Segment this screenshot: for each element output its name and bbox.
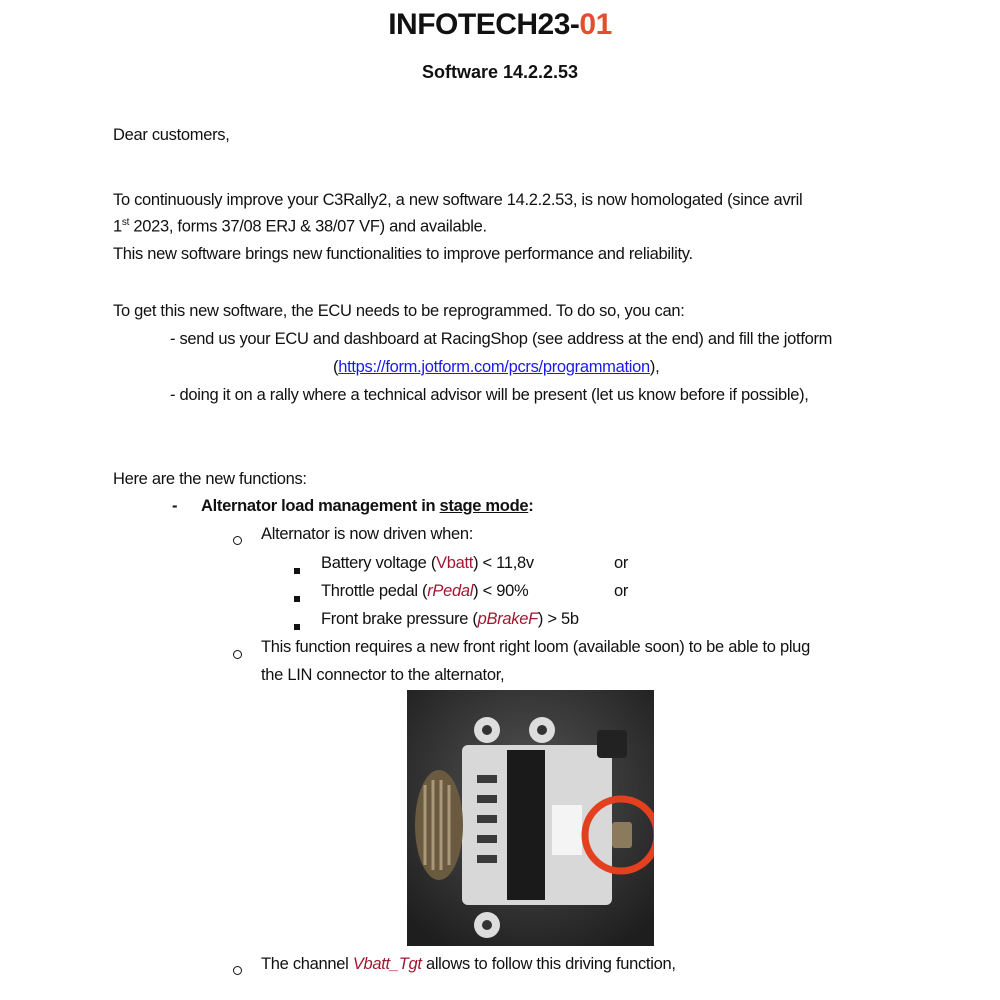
circle-bullet-icon <box>233 532 242 550</box>
colon: : <box>528 497 534 515</box>
square-bullet-icon <box>294 589 300 607</box>
reprogram-option-1: - send us your ECU and dashboard at RacingShop (see address at the end) and fill the jotform <box>170 330 833 348</box>
note-text: The channel <box>261 955 353 973</box>
intro-line-2 <box>113 217 487 237</box>
condition-battery <box>321 554 534 573</box>
alternator-photo <box>407 690 654 946</box>
note-text: allows to follow this driving function, <box>421 955 676 973</box>
title-number: 01 <box>579 8 612 41</box>
channel-name: Vbatt_Tgt <box>352 955 422 973</box>
document-subtitle: Software 14.2.2.53 <box>421 62 579 82</box>
conj-or: or <box>614 554 629 572</box>
cond-var: Vbatt <box>436 554 474 572</box>
square-bullet-icon <box>294 561 300 579</box>
jotform-link-line <box>333 358 659 377</box>
stage-mode-text: stage mode <box>439 497 529 515</box>
jotform-link[interactable]: https://form.jotform.com/pcrs/programmation <box>338 358 650 376</box>
cond-text: ) > 5b <box>537 610 579 628</box>
square-bullet-icon <box>294 617 300 635</box>
title-main: INFOTECH23- <box>388 8 580 41</box>
cond-text: Battery voltage ( <box>321 554 437 572</box>
intro-line-1: To continuously improve your C3Rally2, a new software 14.2.2.53, is now homologated (since avril <box>113 191 803 209</box>
driven-when: Alternator is now driven when: <box>261 525 474 543</box>
document-title <box>0 8 1000 42</box>
cond-text: Front brake pressure ( <box>321 610 478 628</box>
date-rest: 2023, forms 37/08 ERJ & 38/07 VF) and available. <box>129 217 487 236</box>
reprogram-option-2: - doing it on a rally where a technical advisor will be present (let us know before if possible), <box>170 386 809 404</box>
function-title-text: Alternator load management in <box>201 497 440 515</box>
function-title <box>201 497 533 516</box>
cond-text: ) < 90% <box>473 582 529 600</box>
circle-bullet-icon <box>233 646 242 664</box>
loom-requirement-2: the LIN connector to the alternator, <box>261 666 505 684</box>
condition-brake <box>321 610 579 629</box>
condition-throttle <box>321 582 528 601</box>
cond-var: rPedal <box>427 582 474 600</box>
cond-text: Throttle pedal ( <box>321 582 428 600</box>
paren-close: ), <box>649 358 660 376</box>
cond-var: pBrakeF <box>477 610 538 628</box>
circle-bullet-icon <box>233 962 242 980</box>
date-suffix: st <box>121 217 130 228</box>
dash-bullet: - <box>172 497 178 515</box>
cond-text: ) < 11,8v <box>473 554 534 572</box>
paren-open: ( <box>333 358 339 376</box>
intro-line-3: This new software brings new functionalities to improve performance and reliability. <box>113 245 693 263</box>
functions-heading: Here are the new functions: <box>113 470 307 488</box>
conj-or: or <box>614 582 629 600</box>
date-day: 1 <box>113 217 122 236</box>
greeting: Dear customers, <box>113 126 230 144</box>
vbatt-tgt-note <box>261 955 676 974</box>
loom-requirement-1: This function requires a new front right loom (available soon) to be able to plug <box>261 638 810 656</box>
reprogram-heading: To get this new software, the ECU needs to be reprogrammed. To do so, you can: <box>113 302 685 320</box>
